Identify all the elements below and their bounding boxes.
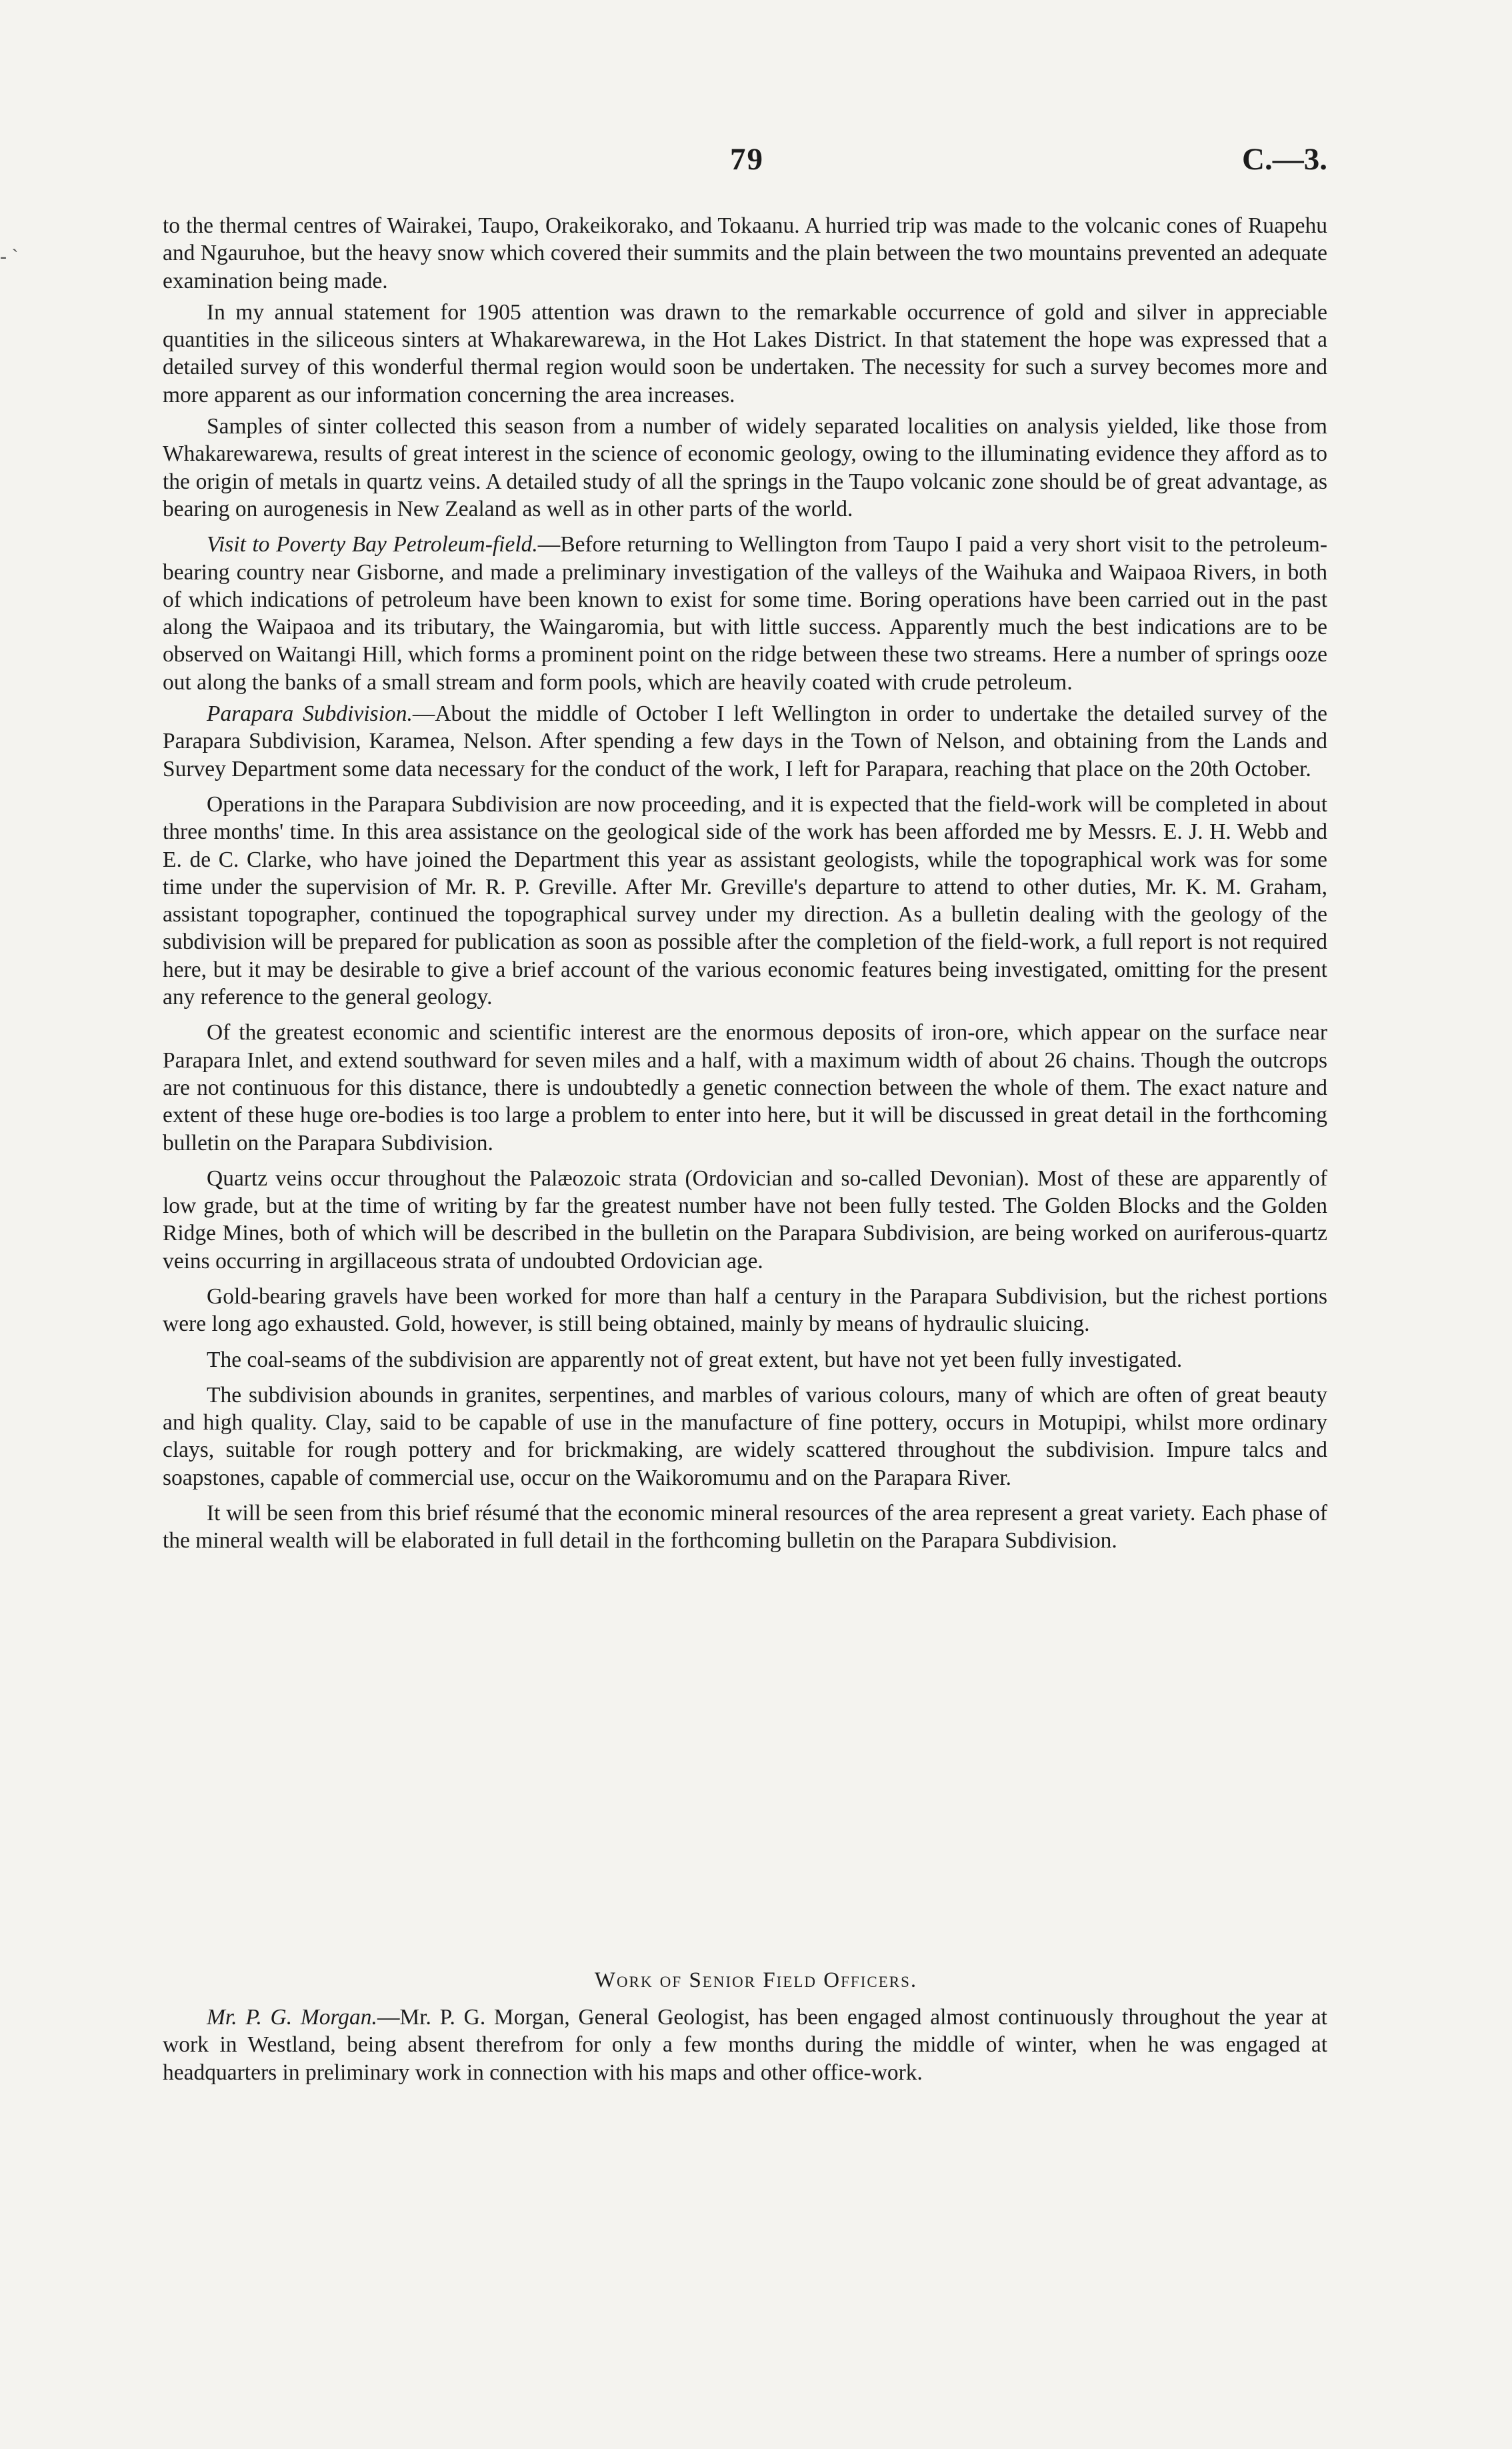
paragraph-text: Gold-bearing gravels have been worked for more than half a century in the Parapara Subdivision, but the richest portions were long ago exhausted. Gold, however, is still being obtained, mainly by means of hydraulic sluicing.	[163, 1284, 1327, 1337]
paragraph-lead: Mr. P. G. Morgan.	[207, 2005, 377, 2030]
paragraph-poverty-bay	[163, 531, 1327, 696]
paragraph-text: The subdivision abounds in granites, serpentines, and marbles of various colours, many of which are often of great beauty and high quality. Clay, said to be capable of use in the manufacture of fine pottery, occurs in Motupipi, whilst more ordinary clays, suitable for rough pottery and for brickmaking, are widely scattered throughout the subdivision. Impure talcs and soapstones, capable of commercial use, occur on the Waikoromumu and on the Parapara River.	[163, 1382, 1327, 1490]
paragraph-text: The coal-seams of the subdivision are apparently not of great extent, but have not yet been fully investigated.	[207, 1347, 1183, 1372]
paragraph-text: Quartz veins occur throughout the Palæozoic strata (Ordovician and so-called Devonian). Most of these are apparently of low grade, but at the time of writing by far the greatest number have not been fully tested. The Golden Blocks and the Golden Ridge Mines, both of which will be described in the bulletin on the Parapara Subdivision, are being worked on auriferous-quartz veins occurring in argillaceous strata of undoubted Ordovician age.	[163, 1165, 1327, 1274]
paragraph-sinters-statement	[163, 299, 1327, 409]
paragraph-sinter-samples	[163, 413, 1327, 523]
paragraph-lead: Visit to Poverty Bay Petroleum-field.	[207, 532, 538, 557]
paragraph-text: It will be seen from this brief résumé that the economic mineral resources of the area represent a great variety. Each phase of the mineral wealth will be elaborated in full detail in the forthcoming bulletin on the Parapara Subdivision.	[163, 1501, 1327, 1554]
paragraph-text: —Mr. P. G. Morgan, General Geologist, has been engaged almost continuously throughout the year at work in Westland, being absent therefrom for only a few months during the middle of winter, when he was engaged at headquarters in preliminary work in connection with his maps and other office-work.	[163, 2005, 1327, 2085]
paragraph-lead: Parapara Subdivision.	[207, 701, 413, 727]
paragraph-text: Operations in the Parapara Subdivision are now proceeding, and it is expected that the field-work will be completed in about three months' time. In this area assistance on the geological side of the work has been afforded me by Messrs. E. J. H. Webb and E. de C. Clarke, who have joined the Department this year as assistant geologists, while the topographical work was for some time under the supervision of Mr. R. P. Greville. After Mr. Greville's departure to attend to other duties, Mr. K. M. Graham, assistant topographer, continued the topographical survey under my direction. As a bulletin dealing with the geology of the subdivision will be prepared for publication as soon as possible after the completion of the field-work, a full report is not required here, but it may be desirable to give a brief account of the various economic features being investigated, omitting for the present any reference to the general geology.	[163, 791, 1327, 1010]
paragraph-parapara-subdivision	[163, 700, 1327, 783]
paragraph-thermal-centres	[163, 212, 1327, 295]
section-heading: Work of Senior Field Officers.	[594, 1968, 918, 1992]
paragraph-text: In my annual statement for 1905 attention was drawn to the remarkable occurrence of gold and silver in appreciable quantities in the siliceous sinters at Whakarewarewa, in the Hot Lakes District. In that statement the hope was expressed that a detailed survey of this wonderful thermal region would soon be undertaken. The necessity for such a survey becomes more and more apparent as our information concerning the area increases.	[163, 299, 1327, 407]
paragraph-gold-gravels	[163, 1283, 1327, 1338]
paragraph-text: —About the middle of October I left Wellington in order to undertake the detailed survey of the Parapara Subdivision, Karamea, Nelson. After spending a few days in the Town of Nelson, and obtaining from the Lands and Survey Department some data necessary for the conduct of the work, I left for Parapara, reaching that place on the 20th October.	[163, 701, 1327, 781]
page-number: 79	[730, 142, 764, 177]
document-reference: C.—3.	[1242, 142, 1327, 177]
paragraph-resume	[163, 1500, 1327, 1555]
paragraph-text: Of the greatest economic and scientific interest are the enormous deposits of iron-ore, which appear on the surface near Parapara Inlet, and extend southward for seven miles and a half, with a maximum width of about 26 chains. Though the outcrops are not continuous for this distance, there is undoubtedly a genetic connection between the whole of them. The exact nature and extent of these huge ore-bodies is too large a problem to enter into here, but it will be discussed in great detail in the forthcoming bulletin on the Parapara Subdivision.	[163, 1020, 1327, 1155]
paragraph-text: Samples of sinter collected this season from a number of widely separated localities on analysis yielded, like those from Whakarewarewa, results of great interest in the science of economic geology, owing to the illuminating evidence they afford as to the origin of metals in quartz veins. A detailed study of all the springs in the Taupo volcanic zone should be of great advantage, as bearing on aurogenesis in New Zealand as well as in other parts of the world.	[163, 414, 1327, 521]
paragraph-text: to the thermal centres of Wairakei, Taupo, Orakeikorako, and Tokaanu. A hurried trip was made to the volcanic cones of Ruapehu and Ngauruhoe, but the heavy snow which covered their summits and the plain between the two mountains prevented an adequate examination being made.	[163, 213, 1327, 293]
paragraph-granites-clays	[163, 1382, 1327, 1492]
paragraph-morgan	[163, 2004, 1327, 2086]
margin-mark: - ˋ	[0, 245, 19, 267]
paragraph-quartz-veins	[163, 1165, 1327, 1275]
paragraph-text: —Before returning to Wellington from Taupo I paid a very short visit to the petroleum-bearing country near Gisborne, and made a preliminary investigation of the valleys of the Waihuka and Waipaoa Rivers, in both of which indications of petroleum have been known to exist for some time. Boring operations have been carried out in the past along the Waipaoa and its tributary, the Waingaromia, but with little success. Apparently much the best indications are to be observed on Waitangi Hill, which forms a prominent point on the ridge between these two streams. Here a number of springs ooze out along the banks of a small stream and form pools, which are heavily coated with crude petroleum.	[163, 532, 1327, 695]
paragraph-operations	[163, 791, 1327, 1011]
senior-officers-body	[163, 2004, 1327, 2086]
paragraph-coal-seams	[163, 1346, 1327, 1374]
report-body	[163, 212, 1327, 1559]
paragraph-iron-ore	[163, 1019, 1327, 1156]
